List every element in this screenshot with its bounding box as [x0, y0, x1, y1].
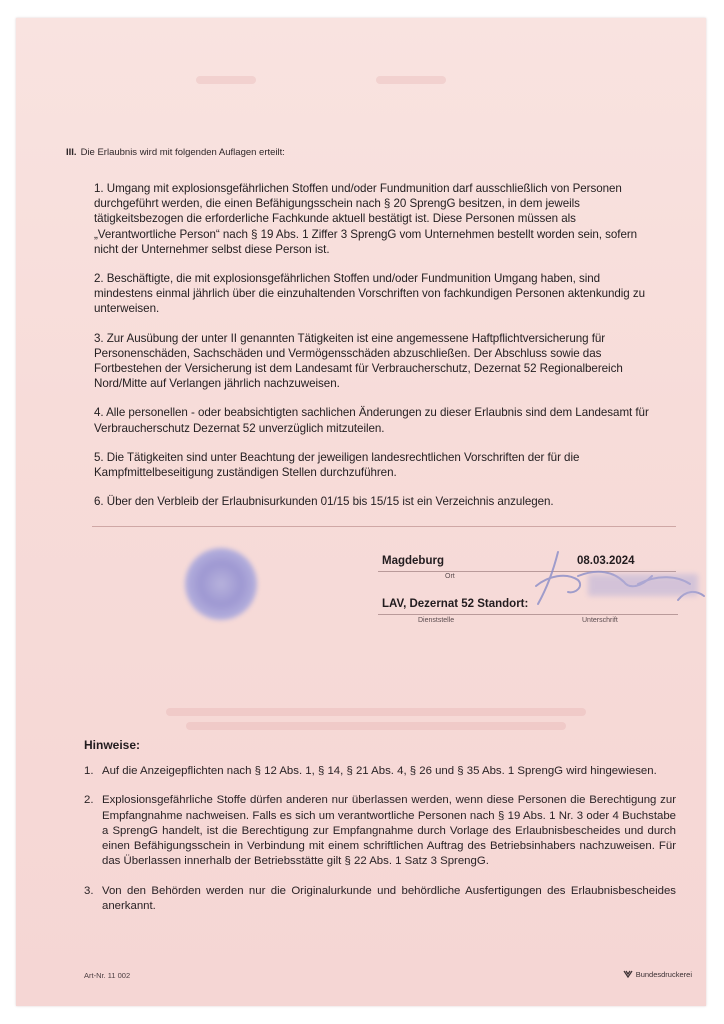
condition-item: 3. Zur Ausübung der unter II genannten Tätigkeiten ist eine angemessene Haftpflichtversicherung für Personenschäden, Sachschäden und Vermögensschäden abzuschließen. Der Abschluss sowie das Fortbestehen der Versicherung ist dem Landesamt für Verbraucherschutz, Dezernat 52 Regionalbereich Nord/Mitte auf Verlangen jährlich nachzuweisen.: [94, 331, 623, 391]
section-heading: [66, 147, 285, 158]
note-number: 2.: [84, 794, 94, 807]
notes-heading: Hinweise:: [84, 738, 141, 752]
eagle-icon: [623, 969, 633, 979]
condition-item: 4. Alle personellen - oder beabsichtigten sachlichen Änderungen zu dieser Erlaubnis sind dem Landesamt für Verbraucherschutz Dezernat 52 unverzüglich mitzuteilen.: [94, 406, 649, 435]
show-through-mark: [186, 722, 566, 730]
section-title: Die Erlaubnis wird mit folgenden Auflagen erteilt:: [80, 147, 285, 158]
show-through-mark: [196, 76, 256, 84]
sign-date: 08.03.2024: [577, 555, 635, 567]
official-seal: [185, 548, 257, 620]
note-number: 3.: [84, 884, 94, 897]
divider: [92, 526, 676, 527]
section-numeral: III.: [66, 147, 77, 158]
note-item: [84, 884, 676, 915]
article-number: Art-Nr. 11 002: [84, 971, 131, 980]
sign-office: LAV, Dezernat 52 Standort:: [382, 598, 529, 610]
handwritten-signature: [518, 546, 708, 616]
conditions-list: [94, 181, 660, 523]
note-item: [84, 793, 676, 869]
condition-item: 5. Die Tätigkeiten sind unter Beachtung der jeweiligen landesrechtlichen Vorschriften der für die Kampfmittelbeseitigung zuständigen Stellen durchzuführen.: [94, 450, 580, 480]
note-item: [84, 764, 676, 779]
printer-mark: [623, 969, 692, 979]
place-caption: Ort: [445, 573, 455, 580]
signature-caption: Unterschrift: [582, 617, 618, 624]
show-through-mark: [376, 76, 446, 84]
note-text: Auf die Anzeigepflichten nach § 12 Abs. 1, § 14, § 21 Abs. 4, § 26 und § 35 Abs. 1 SprengG wird hingewiesen.: [102, 765, 657, 777]
condition-item: 2. Beschäftigte, die mit explosionsgefährlichen Stoffen und/oder Fundmunition Umgang haben, sind mindestens einmal jährlich über die einzuhaltenden Vorschriften von fachkundigen Personen aktenkundig zu unterweisen.: [94, 272, 646, 316]
printer-name: Bundesdruckerei: [635, 969, 692, 979]
note-number: 1.: [84, 765, 94, 777]
show-through-mark: [166, 708, 586, 716]
condition-item: 6. Über den Verbleib der Erlaubnisurkunden 01/15 bis 15/15 ist ein Verzeichnis anzulegen.: [94, 495, 554, 509]
sign-place: Magdeburg: [382, 555, 444, 567]
notes-list: [84, 764, 676, 928]
note-text: Von den Behörden werden nur die Originalurkunde und behördliche Ausfertigungen des Erlaubnisbescheides anerkannt.: [102, 884, 676, 913]
note-text: Explosionsgefährliche Stoffe dürfen anderen nur überlassen werden, wenn diese Personen die Berechtigung zur Empfangnahme nachweisen. Falls es sich um verantwortliche Personen nach § 19 Abs. 1 Nr. 3 oder 4 Buchstabe a SprengG handelt, ist die Berechtigung zur Empfangnahme durch Vorlage des Erlaubnisbescheides und durch einen Befähigungsschein in Verbindung mit einem schriftlichen Auftrag des Betriebsinhabers nachzuweisen. Für das Überlassen innerhalb der Betriebsstätte gilt § 22 Abs. 1 Satz 3 SprengG.: [102, 794, 676, 868]
condition-item: 1. Umgang mit explosionsgefährlichen Stoffen und/oder Fundmunition darf ausschließlich von Personen durchgeführt werden, die einen Befähigungsschein nach § 20 SprengG besitzen, in dem jeweils tätigkeitsbezogen die erforderliche Fachkunde aktuell bestätigt ist. Diese Personen müssen als „Verantwortliche Person“ nach § 19 Abs. 1 Ziffer 3 SprengG vom Unternehmen bestellt worden sein, sofern nicht der Unternehmer selbst diese Person ist.: [94, 182, 638, 256]
office-caption: Dienststelle: [418, 617, 455, 624]
